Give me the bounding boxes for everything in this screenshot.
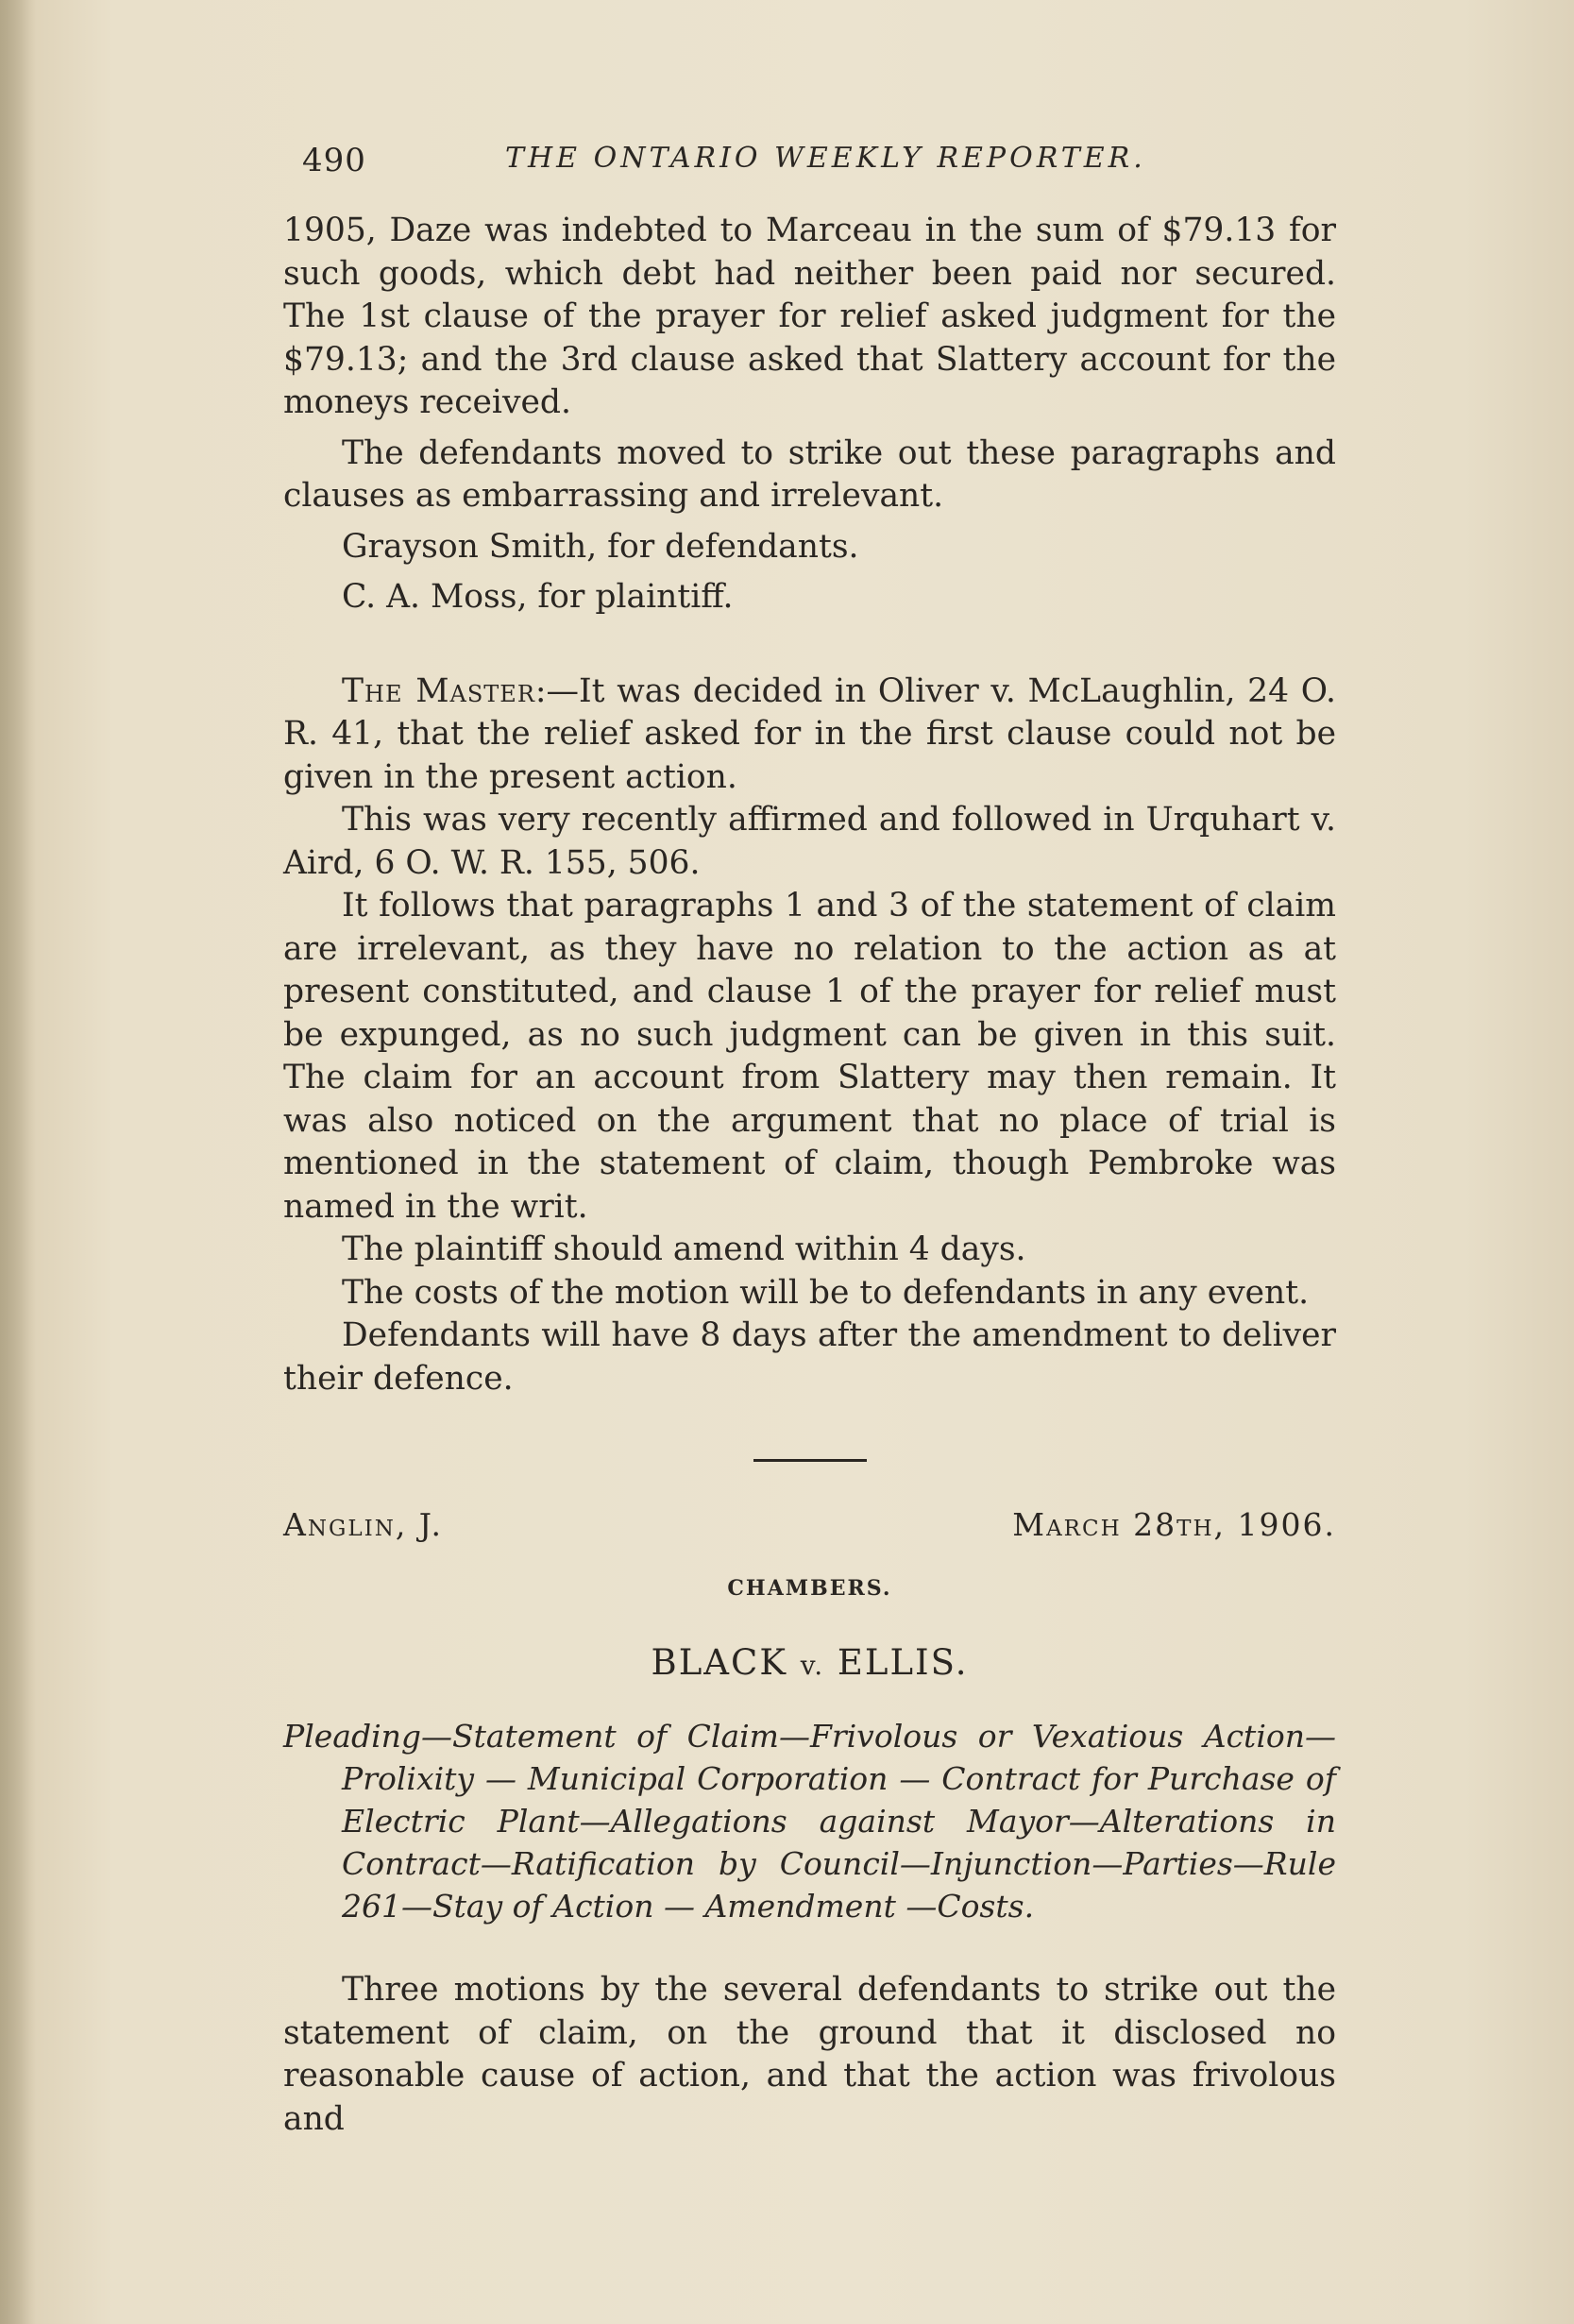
counsel-plaintiff: C. A. Moss, for plaintiff. [342,578,734,616]
master-label: The Master [342,671,535,710]
page-body [283,210,1336,2141]
paragraph-affirmed: This was very recently affirmed and followed in Urquhart v. Aird, 6 O. W. R. 155, 506. [283,801,1336,882]
party-two: ELLIS. [837,1641,969,1683]
case-title [283,1641,1336,1688]
judge-date-line [283,1503,1336,1549]
headnote: Pleading—Statement of Claim—Frivolous or Vexatious Action—Prolixity — Municipal Corporation — Contract for Purchase of Electric Plant—Allegations against Mayor—Alterations in Contract—Ratification by Council—Injunction—Parties—Rule 261—Stay of Action — Amendment —Costs. [283,1718,1336,1925]
master-text: :—It was decided in Oliver v. McLaughlin, 24 O. R. 41, that the relief asked for in the first clause could not be given in the present action. [283,671,1336,796]
section-divider [753,1459,867,1462]
paragraph-continued: 1905, Daze was indebted to Marceau in the sum of $79.13 for such goods, which debt had neither been paid nor secured. The 1st clause of the prayer for relief asked judgment for the $79.13; and the 3rd clause asked that Slattery account for the moneys received. [283,212,1336,421]
paragraph-follows: It follows that paragraphs 1 and 3 of the statement of claim are irrelevant, as they have no relation to the action as at present constituted, and clause 1 of the prayer for relief must be expunged, as no such judgment can be given in this suit. The claim for an account from Slattery may then remain. It was also noticed on the argument that no place of trial is mentioned in the statement of claim, though Pembroke was named in the writ. [283,887,1336,1226]
counsel-defendants: Grayson Smith, for defendants. [342,527,859,566]
paragraph-opening: Three motions by the several defendants to strike out the statement of claim, on the ground that it disclosed no reasonable cause of action, and that the action was frivolous and [283,1971,1336,2138]
paragraph-amend: The plaintiff should amend within 4 days. [342,1230,1026,1268]
running-title: THE ONTARIO WEEKLY REPORTER. [505,142,1146,175]
paragraph-master [283,670,1336,800]
paragraph-costs: The costs of the motion will be to defendants in any event. [342,1273,1310,1312]
versus-label: v. [800,1649,825,1681]
judge-name: Anglin, J. [283,1506,443,1543]
page-number: 490 [302,142,366,179]
venue-label: CHAMBERS. [727,1576,892,1601]
decision-date: March 28th, 1906. [1012,1506,1336,1543]
gutter-shadow [0,0,36,2324]
paragraph-defence: Defendants will have 8 days after the amendment to deliver their defence. [283,1316,1336,1398]
party-one: BLACK [651,1641,787,1683]
paragraph-motion: The defendants moved to strike out these paragraphs and clauses as embarrassing and irrelevant. [283,433,1336,515]
